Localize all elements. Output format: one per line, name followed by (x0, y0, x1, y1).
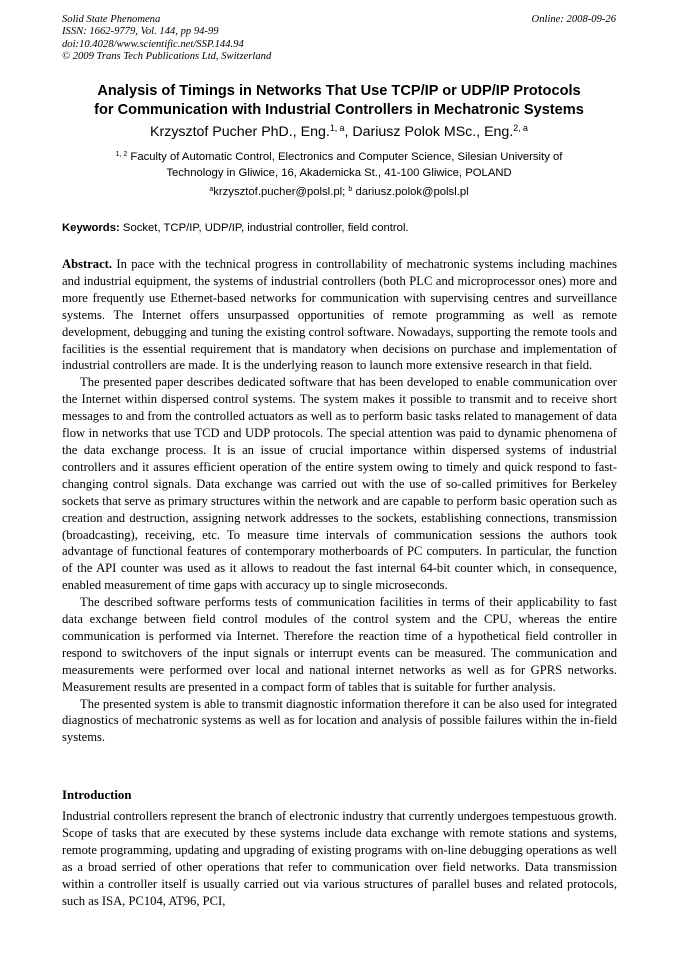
keywords (62, 221, 409, 236)
introduction-paragraph-1: Industrial controllers represent the branch of electronic industry that currently undergoes tempestuous growth. Scope of tasks that are executed by these systems include data exchange with remote stations and systems, remote programming, updating and upgrading of existing programs with on-line debugging operations as well as a broad serried of other operations that refer to communication over field networks. Data transmission within a controller itself is usually carried out via various structures of parallel buses and related protocols, such as ISA, PC104, AT96, PCI, (62, 809, 617, 908)
abstract-paragraph-2: The presented paper describes dedicated software that has been developed to enable communication over the Internet within dispersed control systems. The system makes it possible to transmit and to receive short messages to and from the controlled actuators as well as to perform basic tasks related to management of data flow in networks that use TCD and UDP protocols. The special attention was paid to dynamic phenomena of the data exchange process. It is an issue of crucial importance within dispersed systems of industrial controllers and it assures efficient operation of the entire system owing to timely and quick respond to fast-changing control signals. Data exchange was carried out with the use of so-called primitives for Berkeley sockets that serve as primary structures within the network and are capable to perform basic operation such as creation and destruction, assigning network addresses to the sockets, establishing connections, transmission (broadcasting), receiving, etc. To measure time intervals of communication sessions the authors took advantage of functional features of contemporary motherboards of PC computers. In particular, the function of the API counter was used as it allows to readout the fast internal 64-bit counter which, in consequence, enabled measurement of time gaps with accuracy up to single microseconds. (62, 375, 617, 593)
affiliation-line-2: Technology in Gliwice, 16, Akademicka St., 41-100 Gliwice, POLAND (166, 166, 512, 179)
author-separator: , (344, 124, 353, 140)
affiliation-line-1 (40, 150, 638, 166)
title-line-1: Analysis of Timings in Networks That Use TCP/IP or UDP/IP Protocols (97, 83, 581, 99)
affiliation (40, 150, 638, 181)
author-1-affil-mark: 1, a (329, 123, 345, 134)
keywords-label: Keywords: (62, 222, 120, 234)
journal-issn: ISSN: 1662-9779, Vol. 144, pp 94-99 (62, 26, 219, 38)
abstract-paragraph-4: The presented system is able to transmit diagnostic information therefore it can be also used for integrated diagnostics of mechatronic systems as well as for location and analysis of possible failures within the in-field systems. (62, 696, 617, 745)
author-list (40, 122, 638, 142)
author-2: Dariusz Polok MSc., Eng. (352, 124, 514, 140)
online-date: Online: 2008-09-26 (531, 14, 616, 25)
abstract-label: Abstract. (62, 257, 113, 271)
introduction-section (62, 808, 617, 909)
journal-copyright: © 2009 Trans Tech Publications Ltd, Switzerland (62, 51, 272, 63)
journal-doi: doi:10.4028/www.scientific.net/SSP.144.94 (62, 38, 244, 50)
affiliation-text-1: Faculty of Automatic Control, Electronics and Computer Science, Silesian University of (127, 151, 563, 163)
title-line-2: for Communication with Industrial Controllers in Mechatronic Systems (94, 102, 584, 118)
email-a: krzysztof.pucher@polsl.pl; (213, 186, 349, 198)
journal-header (62, 14, 271, 64)
email-b: dariusz.polok@polsl.pl (352, 186, 469, 198)
journal-name: Solid State Phenomena (62, 14, 161, 25)
author-2-affil-mark: 2, a (513, 123, 528, 134)
abstract (62, 256, 617, 746)
abstract-text-1: In pace with the technical progress in controllability of mechatronic systems including machines and industrial equipment, the systems of industrial controllers (both PLC and microprocessor ones) more and more frequently use Ethernet-based networks for communication with supervising centres and surveillance systems. The Internet offers unsurpassed opportunities of remote programming as well as remote development, debugging and tuning the existing control software. Nowadays, supporting the remote tools and facilities is the essential requirement that is mandatory when decisions on purchase and implementation of industrial controllers are made. It is the underlying reason to launch more extensive research in that field. (62, 257, 617, 373)
author-emails (40, 185, 638, 200)
author-1: Krzysztof Pucher PhD., Eng. (150, 124, 330, 140)
affiliation-mark: 1, 2 (115, 151, 128, 159)
abstract-paragraph-3: The described software performs tests of communication facilities in terms of their applicability to fast data exchange between field control modules of the control system and the CPU, whereas the entire communication is performed via Internet. Therefore the reaction time of a hypothetical field controller in respond to switchovers of the input signals or interrupt events can be measured. The communication and measurements were performed over local and national internet networks as well as for GPRS networks. Measurement results are presented in a compact form of tables that is suitable for further analysis. (62, 595, 617, 694)
keywords-text: Socket, TCP/IP, UDP/IP, industrial controller, field control. (119, 222, 409, 234)
email-b-mark: b (348, 186, 353, 194)
paper-title (50, 82, 628, 120)
abstract-paragraph-1 (62, 256, 617, 374)
introduction-heading: Introduction (62, 788, 132, 802)
email-a-mark: a (209, 186, 214, 194)
